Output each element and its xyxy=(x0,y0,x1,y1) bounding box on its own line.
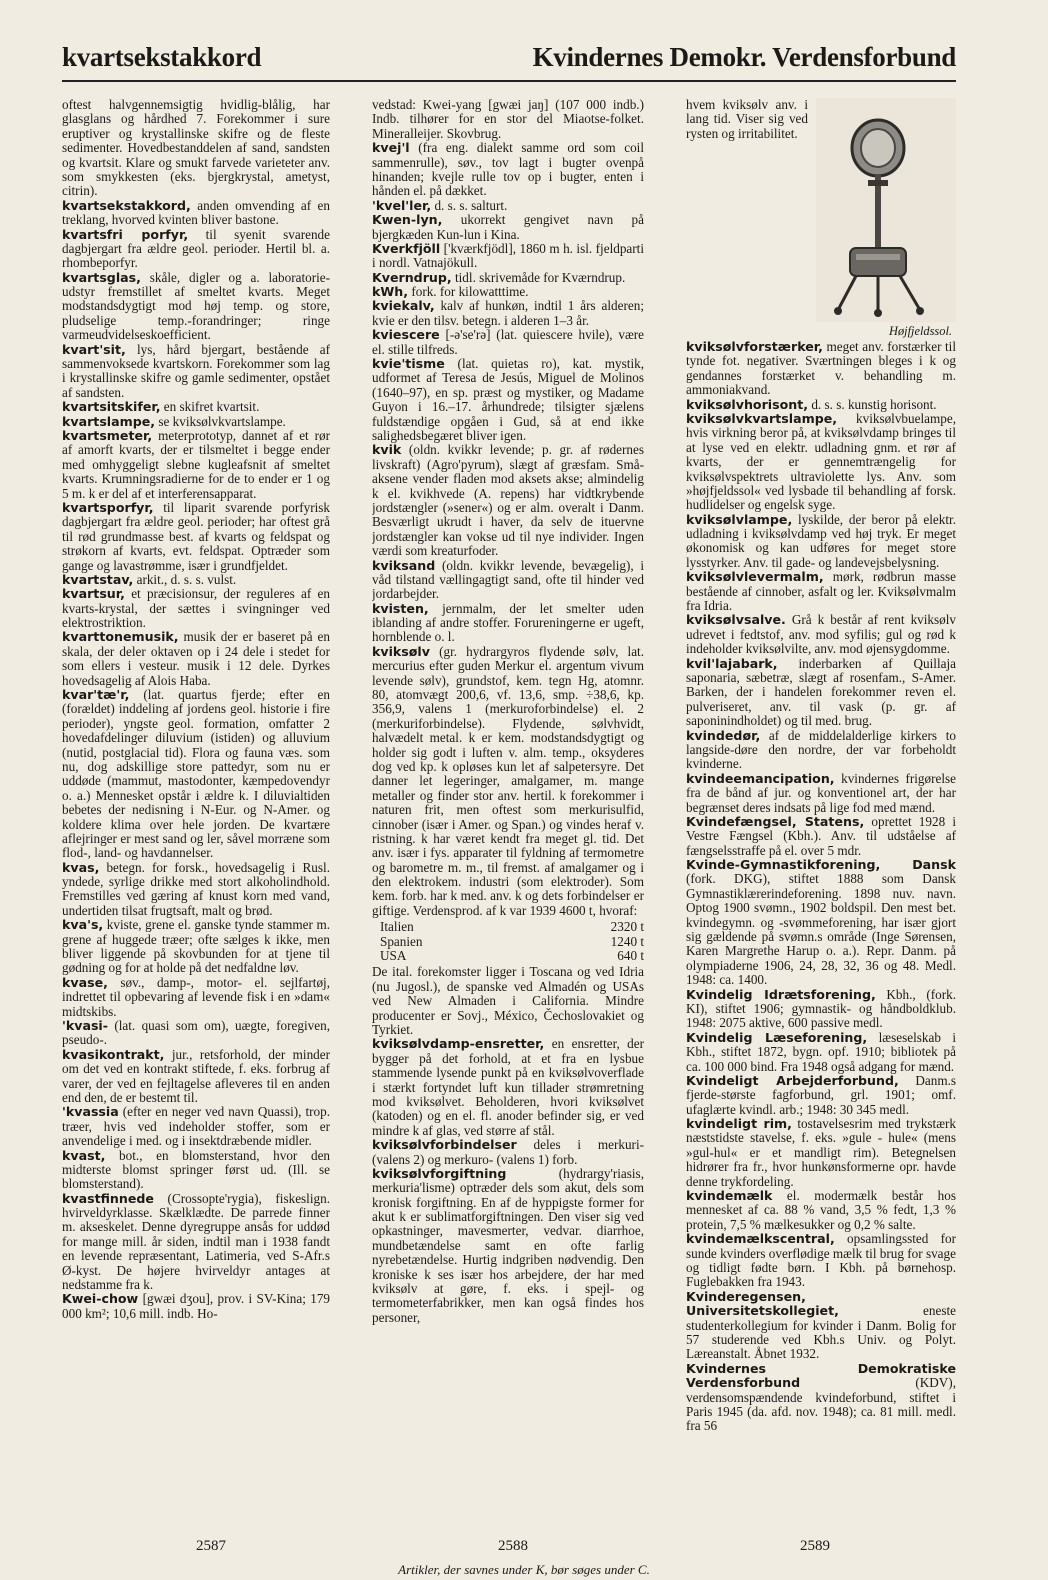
dictionary-entry xyxy=(686,1189,956,1232)
entry-headword: kviksølvlampe, xyxy=(686,511,793,527)
production-table xyxy=(380,920,644,963)
entry-text: meget anv. forstærker til tynde fot. negativer. Sværtningen bleges i k og gendannes forstærket v. behandling m. ammoniakvand. xyxy=(686,339,956,398)
dictionary-entry xyxy=(372,328,644,357)
entry-text: jur., retsforhold, der minder om det ved en kontrakt stiftede, f. eks. forbrug af varer, der ved en fejltagelse afleveres til en anden end den, de er bestemt til. xyxy=(62,1046,330,1105)
dictionary-entry xyxy=(372,213,644,242)
entry-text: læseselskab i Kbh., stiftet 1872, bygn. opf. 1910; bibliotek på ca. 100 000 bind. Fra 1948 også adgang for mænd. xyxy=(686,1029,956,1074)
entry-headword: kvie'tisme xyxy=(372,356,445,372)
entry-text: Danm.s fjerde-største fagforbund, grl. 1901; omf. ufaglærte kvindl. arb.; 1948: 30 345 medl. xyxy=(686,1072,956,1117)
entry-headword: kvindeligt rim, xyxy=(686,1116,792,1132)
dictionary-entry xyxy=(686,772,956,815)
dictionary-entry xyxy=(372,965,644,1037)
dictionary-entry xyxy=(372,1167,644,1325)
dictionary-entry xyxy=(62,400,330,414)
dictionary-entry xyxy=(62,918,330,976)
entry-headword: Kwen-lyn, xyxy=(372,212,443,228)
entry-headword: 'kvasi- xyxy=(62,1018,108,1033)
entry-text: hvem kviksølv anv. i lang tid. Viser sig ved rysten og irritabilitet. xyxy=(686,98,808,141)
entry-headword: kviekalv, xyxy=(372,298,435,314)
dictionary-entry xyxy=(372,1138,644,1167)
entry-headword: Kverkfjöll xyxy=(372,240,441,256)
entry-text: vedstad: Kwei-yang [gwæi jaŋ] (107 000 indb.) Indb. tilhører for en stor del Miaotse-folket. Mineralleijer. Skovbrug. xyxy=(372,98,644,141)
country-cell: USA xyxy=(380,948,407,964)
dictionary-entry xyxy=(372,602,644,645)
entry-text: af de middelalderlige kirkers to langside-døre den nordre, der var forbeholdt kvinderne. xyxy=(686,727,956,772)
dictionary-entry xyxy=(686,398,956,412)
entry-text: (hydrargy'riasis, merkuria'lisme) optræder dels som akut, dels som kronisk forgiftning. En af de hyppigste former for akut k er sublimatforgiftningen. Den viser sig ved opkastninger, mavesmerter, vedvar. diarrhoe, mundbetændelse samt en ofte farlig nyrebetændelse. Hurtig indgriben nødvendig. Den kroniske k ses især hos arbejdere, der har med kviksølv at gøre, f. eks. i spejl- og termometerfabrikker, men kan også findes hos personer, xyxy=(372,1165,644,1325)
entry-text: en skifret kvartsit. xyxy=(163,399,260,415)
dictionary-entry xyxy=(62,343,330,401)
value-cell: 2320 t xyxy=(610,919,644,935)
entry-text: inderbarken af Quillaja saponaria, sæbetræ, slægt af rosenfam., S-Amer. Barken, der i handelen forekommer reven el. pulveriseret, anv. til vask (p. gr. af saponinindholdet) og til med. brug. xyxy=(686,655,956,729)
country-cell: Spanien xyxy=(380,933,423,949)
page-number-middle: 2588 xyxy=(498,1538,528,1554)
entry-text: [-ə'se'rə] (lat. quiescere hvile), være el. stille tilfreds. xyxy=(372,327,644,357)
entry-text: lyskilde, der beror på elektr. udladning i kviksølvdamp ved høj tryk. Er meget økonomisk og kan udføres for meget store lysstyrker. Anv. til gade- og landevejsbelysning. xyxy=(686,511,956,570)
entry-headword: kWh, xyxy=(372,284,409,300)
dictionary-entry xyxy=(372,1037,644,1138)
dictionary-entry xyxy=(686,1074,956,1117)
dictionary-entry xyxy=(686,657,956,729)
dictionary-entry xyxy=(686,815,956,858)
dictionary-entry xyxy=(62,1019,330,1048)
dictionary-entry xyxy=(686,613,956,656)
figure-caption: Højfjeldssol. xyxy=(889,323,952,338)
dictionary-entry xyxy=(372,559,644,602)
entry-headword: kvartsitskifer, xyxy=(62,399,161,415)
entry-text: kviste, grene el. ganske tynde stammer m. grene af huggede træer; ofte sælges k ikke, men bliver liggende på skovbunden for at tjene til gødning og for at holde på det nedfaldne løv. xyxy=(62,917,330,976)
entry-text: søv., damp-, motor- el. sejlfartøj, indrettet til opbevaring af levende fisk i en »dam« midtskibs. xyxy=(62,974,330,1019)
entry-text: tostavelsesrim med trykstærk næststidste stavelse, f. eks. »gule - hule« (mens »gul-hul« er et mandligt rim). Betegnelsen hidrører fra fr., hvor hunkønsformerne opr. havde denne trykfordeling. xyxy=(686,1116,956,1189)
entry-headword: kvindemælk xyxy=(686,1188,773,1204)
dictionary-entry xyxy=(62,271,330,343)
entry-text: opsamlingssted for sunde kvinders overflødige mælk til brug for svage og tidligt fødte børn. I Kbh. på børnehosp. Fuglebakken fra 1943. xyxy=(686,1231,956,1290)
entry-text: til liparit svarende porfyrisk dagbjergart fra ældre geol. perioder; har oftest grå til rød grundmasse best. af kvarts og feldspat og strøkorn af kvarts, evt. feldspat. Optræder som gange og lavastrømme, især i grundfjeldet. xyxy=(62,499,330,573)
entry-text: (lat. quasi som om), uægte, foregiven, pseudo-. xyxy=(62,1018,330,1048)
entry-text: kvindernes frigørelse fra de bånd af jur. og konventionel art, der har begrænset deres indsats på lige fod med mænd. xyxy=(686,770,956,815)
dictionary-entry xyxy=(686,858,956,988)
dictionary-entry xyxy=(686,513,956,571)
table-row xyxy=(380,920,644,934)
entry-text: eneste studenterkollegium for kvinder i Danm. Bolig for 57 studerende ved Kbh.s Univ. og Polyt. Læreanstalt. Åbnet 1932. xyxy=(686,1303,956,1362)
entry-headword: kvindedør, xyxy=(686,727,761,743)
entry-text: Grå k består af rent kviksølv udrevet i fedtstof, anv. mod syfilis; gul og rød k indeholder kviksølvilte, anv. mod øjensygdomme. xyxy=(686,612,956,657)
page-number-right: 2589 xyxy=(800,1538,830,1554)
entry-text: (KDV), verdensomspændende kvindeforbund, stiftet i Paris 1945 (da. afd. nov. 1948); ca. 81 mill. medl. fra 56 xyxy=(686,1375,956,1434)
entry-text: jernmalm, der let smelter uden iblanding af andre stoffer. Forureningerne er ugeft, hornblende o. l. xyxy=(372,600,644,645)
dictionary-entry xyxy=(62,861,330,919)
entry-headword: kvartsfri porfyr, xyxy=(62,226,189,242)
entry-headword: kvartslampe, xyxy=(62,413,156,429)
dictionary-entry xyxy=(686,1290,956,1362)
dictionary-entry xyxy=(372,141,644,199)
entry-headword: kvas, xyxy=(62,859,100,875)
entry-text: (efter en neger ved navn Quassi), trop. træer, hvis ved indeholder stoffer, som er anvendelige i med. og i insektdræbende midler. xyxy=(62,1104,330,1149)
entry-headword: kvik xyxy=(372,442,402,458)
entry-headword: kvastfinnede xyxy=(62,1190,154,1206)
entry-headword: 'kvel'ler, xyxy=(372,197,432,213)
entry-headword: kviescere xyxy=(372,327,440,343)
quartz-lamp-image xyxy=(816,98,956,322)
dictionary-entry xyxy=(62,976,330,1019)
entry-text: oprettet 1928 i Vestre Fængsel (Kbh.). Anv. til udståelse af fængselsstraffe på el. over 5 mdr. xyxy=(686,813,956,858)
footer-note: Artikler, der savnes under K, bør søges under C. xyxy=(398,1562,650,1577)
entry-headword: kvartsglas, xyxy=(62,269,141,285)
entry-headword: kviksølvforgiftning xyxy=(372,1165,507,1181)
column-1 xyxy=(62,98,330,1528)
dictionary-entry xyxy=(686,570,956,613)
dictionary-entry xyxy=(686,1232,956,1290)
entry-headword: Kvindelig Idrætsforening, xyxy=(686,986,876,1002)
dictionary-entry xyxy=(62,429,330,501)
entry-text: (oldn. kvikkr levende; p. gr. af rødernes livskraft) (Agro'pyrum), slægt af græsfam. Små-aksene vender fladen mod aksets akse; almindelig k el. kvikhvede (A. repens) har vidtkrybende jordstængler (»sener«) og er alm. overalt i Danm. Besværligt ukrudt i haver, da selv de ituervne jordstængler kan vokse ud til nye individer. Ingen værdi som kreaturfoder. xyxy=(372,442,644,559)
entry-text: fork. for kilowatttime. xyxy=(411,284,529,300)
entry-text: se kviksølvkvartslampe. xyxy=(158,413,286,429)
dictionary-entry xyxy=(62,1105,330,1148)
entry-text: betegn. for forsk., hovedsagelig i Rusl. yndede, syrlige drikke med stort alkoholindhold. Fremstilles ved gæring af knust korn med vand, undertiden tilsat frugtsaft, malt og brød. xyxy=(62,859,330,918)
dictionary-entry xyxy=(62,199,330,228)
dictionary-entry xyxy=(686,1117,956,1189)
entry-text: (fork. DKG), stiftet 1888 som Dansk Gymnastiklærerindeforening. 1898 nuv. navn. Optog 1900 svømn., 1902 boldspil. Den mest bet. kvindegymn. og -svømmeforening, har især gjort sig gældende på svømn.s område (Inge Sørensen, Karen Margrethe Harup o. a.). Repr. Danm. på olympiaderne 1906, 24, 28, 32, 36 og 48. Medl. 1948: ca. 1400. xyxy=(686,871,956,988)
dictionary-entry xyxy=(372,242,644,271)
entry-headword: Kvinde-Gymnastikforening, Dansk xyxy=(686,857,956,873)
entry-headword: kvisten, xyxy=(372,600,429,616)
entry-headword: Kvinderegensen, Universitetskollegiet, xyxy=(686,1288,839,1319)
dictionary-entry xyxy=(372,285,644,299)
dictionary-entry xyxy=(62,573,330,587)
entry-text: (lat. quartus fjerde; efter en (forældet) inddeling af jordens geol. historie i fire perioder), yngste geol. formation, omfatter 2 hovedafdelinger diluvium (istiden) og alluvium (nutid, postglacial tid). Flora og fauna væs. som nu, dog adskillige store pattedyr, som nu er uddøde (mammut, mastodonter, kæmpedovendyr o. a.) Mennesket opstår i ældre k. I diluvialtiden bebetes der nedisning i N-Eur. og N-Amer. og koldere klima over hele jorden. De kvartære aflejringer er mest sand og ler, såvel morræne som flod-, land- og havdannelser. xyxy=(62,687,330,861)
entry-headword: kvindeemancipation, xyxy=(686,770,835,786)
dictionary-entry xyxy=(686,412,956,513)
entry-text: kviksølvbuelampe, hvis virkning beror på, at kviksølvdamp bringes til at lyse ved en elektr. udladning gnm. et rør af kvarts, der er gennemtrængelig for kviksølvspektrets ultraviolette lys. Anv. som »højfjeldssol« ved lysbade til behandling af forsk. hudlidelser og engelsk syge. xyxy=(686,410,956,513)
dictionary-entry xyxy=(372,357,644,443)
entry-text: Kbh., (fork. KI), stiftet 1906; gymnastik- og håndboldklub. 1948: 2075 aktive, 600 passive medl. xyxy=(686,986,956,1031)
dictionary-entry xyxy=(372,299,644,328)
dictionary-entry xyxy=(686,1031,956,1074)
dictionary-entry xyxy=(372,645,644,918)
table-row xyxy=(380,935,644,949)
entry-headword: kvar'tæ'r, xyxy=(62,687,130,703)
entry-headword: Kvindelig Læseforening, xyxy=(686,1029,868,1045)
entry-headword: kviksølvlevermalm, xyxy=(686,569,824,585)
entry-headword: kvartsporfyr, xyxy=(62,499,154,515)
column-2 xyxy=(372,98,644,1528)
entry-text: (fra eng. dialekt samme ord som coil sammenrulle), søv., tov lagt i bugter ovenpå hinanden; kvejle rulle tov op i bugter, enten i hånden el. på dækket. xyxy=(372,140,644,199)
entry-text: (oldn. kvikkr levende, bevægelig), i våd tilstand vællingagtigt sand, ofte til hinder ved jordarbejder. xyxy=(372,557,644,602)
entry-headword: kvartstav, xyxy=(62,571,134,587)
entry-headword: kva's, xyxy=(62,917,104,933)
dictionary-entry xyxy=(372,98,644,141)
dictionary-entry xyxy=(62,630,330,688)
entry-headword: kvarttonemusik, xyxy=(62,629,179,645)
entry-text: en ensretter, der bygger på det forhold, at et fra en lysbue stammende lysende punkt på en kviksølvoverflade i stærkt fortyndet luft kun tillader strømretning mod kviksølvet. Beholderen, hvori kviksølvet (katoden) og en el. fl. anoder befinder sig, er ved mindre k af glas, ved større af stål. xyxy=(372,1036,644,1138)
entry-headword: kviksølvdamp-ensretter, xyxy=(372,1036,545,1052)
column-3 xyxy=(686,98,956,1528)
entry-text: oftest halvgennemsigtig hvidlig-blålig, har glasglans og hårdhed 7. Forekommer i sure eruptiver og krystallinske skifre og de fleste sedimenter. Hovedbestanddelen af sand, sandsten og kvartsit. Klare og smukt farvede varieteter anv. som smykkesten (eks. bjergkrystal, ametyst, citrin). xyxy=(62,98,330,199)
entry-headword: kvasikontrakt, xyxy=(62,1046,165,1062)
entry-text: el. modermælk består hos mennesket af ca. 88 % vand, 3,5 % fedt, 1,3 % protein, 7,5 % mælkesukker og 0,2 % salte. xyxy=(686,1188,956,1232)
entry-headword: kvil'lajabark, xyxy=(686,655,778,671)
running-head-right: Kvindernes Demokr. Verdensforbund xyxy=(532,42,956,72)
entry-text: kalv af hunkøn, indtil 1 års alderen; kvie er den tilsv. betegn. i alderen 1–3 år. xyxy=(372,298,644,328)
dictionary-entry xyxy=(686,729,956,772)
entry-text: musik der er baseret på en skala, der deler oktaven op i 24 dele i stedet for som ellers i vesteur. musik i 12 dele. Dyrkes hovedsagelig af Alois Haba. xyxy=(62,629,330,688)
page-number-left: 2587 xyxy=(196,1538,226,1554)
entry-headword: kvartsmeter, xyxy=(62,427,153,443)
dictionary-entry xyxy=(62,587,330,630)
entry-headword: kvartsur, xyxy=(62,586,125,602)
entry-text: ['kværkfjödl], 1860 m h. isl. fjeldparti i nordl. Vatnajökull. xyxy=(372,240,644,271)
entry-headword: kviksølvkvartslampe, xyxy=(686,410,838,426)
entry-headword: kvartsekstakkord, xyxy=(62,197,191,213)
entry-headword: Kverndrup, xyxy=(372,269,452,285)
dictionary-entry xyxy=(686,988,956,1031)
entry-text: lys, hård bjergart, bestående af sammenvoksede kvartskorn. Forekommer som lag i krystallinske skifre og gamle sedimenter, opstået af sandsten. xyxy=(62,341,330,400)
entry-headword: 'kvassia xyxy=(62,1104,119,1120)
dictionary-entry xyxy=(62,1048,330,1106)
entry-headword: kvast, xyxy=(62,1147,106,1163)
entry-headword: kvej'l xyxy=(372,140,410,156)
entry-headword: kviksølvhorisont, xyxy=(686,396,809,412)
dictionary-entry xyxy=(62,1292,330,1321)
table-row xyxy=(380,949,644,963)
dictionary-entry xyxy=(62,1149,330,1192)
entry-text: (gr. hydrargyros flydende sølv, lat. mercurius efter guden Merkur el. argentum vivum levende sølv), grundstof, kem. tegn Hg, atomnr. 80, atomvægt 200,6, vf. 13,6, smp. ÷38,6, kp. 356,9, valens 1 (merkuroforbindelse) el. 2 (merkuriforbindelse). Flydende, sølvhvidt, halvædelt metal. k er kem. modstandsdygtigt og holder sig godt i luften v. alm. temp., oksyderes dog ved kp. k opløses kun let af salpetersyre. Det danner let legeringer, amalgamer, m. mange metaller og finder stor anv. hertil. k forekommer i naturen frit, men oftest som merkurisulfid, cinnober (især i Amer. og Span.) og vindes heraf v. ristning. k har været kendt fra meget gl. tid. Det anv. især i fys. apparater til fyldning af termometre og barometre m. m., til fremst. af amalgamer og i den elektrokem. industri (som elektroder). Som kem. forb. har k med. anv. k og dets forbindelser er giftige. Verdensprod. af k var 1939 4600 t, hvoraf: xyxy=(372,643,644,918)
entry-headword: kvase, xyxy=(62,974,108,990)
entry-text: anden omvending af en treklang, hvorved kvinten bliver bastone. xyxy=(62,197,330,228)
entry-text: (lat. quietas ro), kat. mystik, udformet af Teresa de Jesús, Miguel de Molinos (1640–97), en sp. præst og mystiker, og Madame Guyon i 16.–17. århundrede; tilsigter sjælens fuldstændige opgåen i Gud, så at end ikke salighedsbegæret bliver igen. xyxy=(372,356,644,443)
entry-headword: kviksand xyxy=(372,557,436,573)
entry-text: meterprototyp, dannet af et rør af amorft kvarts, der er tilsmeltet i begge ender med omhyggeligt slebne kugleafsnit af smeltet kvarts. Krumningsradierne for de to ender er 1 og 5 m. k er del af et interferensapparat. xyxy=(62,427,330,501)
entry-headword: kviksølvforstærker, xyxy=(686,339,823,354)
header-rule xyxy=(62,80,956,82)
entry-text: d. s. s. kunstig horisont. xyxy=(811,396,937,412)
lamp-illustration xyxy=(816,98,956,336)
dictionary-entry xyxy=(686,1362,956,1434)
entry-text: et præcisionsur, der reguleres af en kvarts-krystal, der sættes i svingninger ved elektrostriktion. xyxy=(62,586,330,631)
entry-headword: kviksølvsalve. xyxy=(686,612,786,628)
running-head-left: kvartsekstakkord xyxy=(62,42,262,72)
dictionary-entry xyxy=(62,1192,330,1293)
dictionary-entry xyxy=(372,199,644,213)
entry-headword: kvindemælkscentral, xyxy=(686,1231,835,1247)
dictionary-entry xyxy=(372,443,644,558)
entry-text: skåle, digler og a. laboratorie-udstyr fremstillet af smeltet kvarts. Meget modstandsdygtigt mod høj temp. og store, pludselige temp.-forandringer; ringe varmeudvidelseskoefficient. xyxy=(62,269,330,343)
dictionary-entry xyxy=(372,271,644,285)
entry-text: tidl. skrivemåde for Kværndrup. xyxy=(454,269,626,285)
entry-text: [gwæi dʒou], prov. i SV-Kina; 179 000 km²; 10,6 mill. indb. Ho- xyxy=(62,1291,330,1321)
entry-headword: Kvindernes Demokratiske Verdensforbund xyxy=(686,1360,956,1391)
dictionary-entry xyxy=(62,415,330,429)
entry-headword: kvart'sit, xyxy=(62,341,126,357)
entry-text: mørk, rødbrun masse bestående af cinnober, asfalt og ler. Kviksølvmalm fra Idria. xyxy=(686,569,956,614)
country-cell: Italien xyxy=(380,919,414,935)
entry-text: ukorrekt gengivet navn på bjergkæden Kun-lun i Kina. xyxy=(372,212,644,242)
entry-text: arkit., d. s. s. vulst. xyxy=(136,571,237,587)
dictionary-entry xyxy=(62,501,330,573)
value-cell: 1240 t xyxy=(610,933,644,949)
entry-headword: Kvindefængsel, Statens, xyxy=(686,813,865,829)
dictionary-entry xyxy=(62,688,330,861)
entry-text: bot., en blomsterstand, hvor den midterste blomst springer først ud. (Ill. se blomsterstand). xyxy=(62,1147,330,1192)
entry-headword: Kwei-chow xyxy=(62,1291,139,1307)
entry-headword: Kvindeligt Arbejderforbund, xyxy=(686,1072,899,1088)
entry-text: deles i merkuri- (valens 2) og merkuro- (valens 1) forb. xyxy=(372,1137,644,1167)
dictionary-entry xyxy=(62,98,330,199)
value-cell: 640 t xyxy=(617,948,644,964)
entry-headword: kviksølv xyxy=(372,643,430,659)
entry-text: d. s. s. salturt. xyxy=(434,197,508,213)
entry-text: til syenit svarende dagbjergart fra ældre geol. perioder. Hertil bl. a. rhombeporfyr. xyxy=(62,226,330,271)
entry-headword: kviksølvforbindelser xyxy=(372,1137,517,1153)
entry-text: (Crossopte'rygia), fiskeslign. hvirveldyrklasse. Skælklædte. De parrede finner m. akseskelet. Denne dyregruppe ansås for uddød for mange mill. år siden, indtil man i 1938 fandt en levende repræsentant, Latimeria, ved S-Afr.s Ø-kyst. De højere hvirveldyr antages at nedstamme fra k. xyxy=(62,1190,330,1293)
entry-text: De ital. forekomster ligger i Toscana og ved Idria (nu Jugosl.), de spanske ved Almadén og USAs ved New Almaden i California. Mindre producenter er Sovj., México, Čechoslovakiet og Tyrkiet. xyxy=(372,964,644,1037)
dictionary-entry xyxy=(62,228,330,271)
